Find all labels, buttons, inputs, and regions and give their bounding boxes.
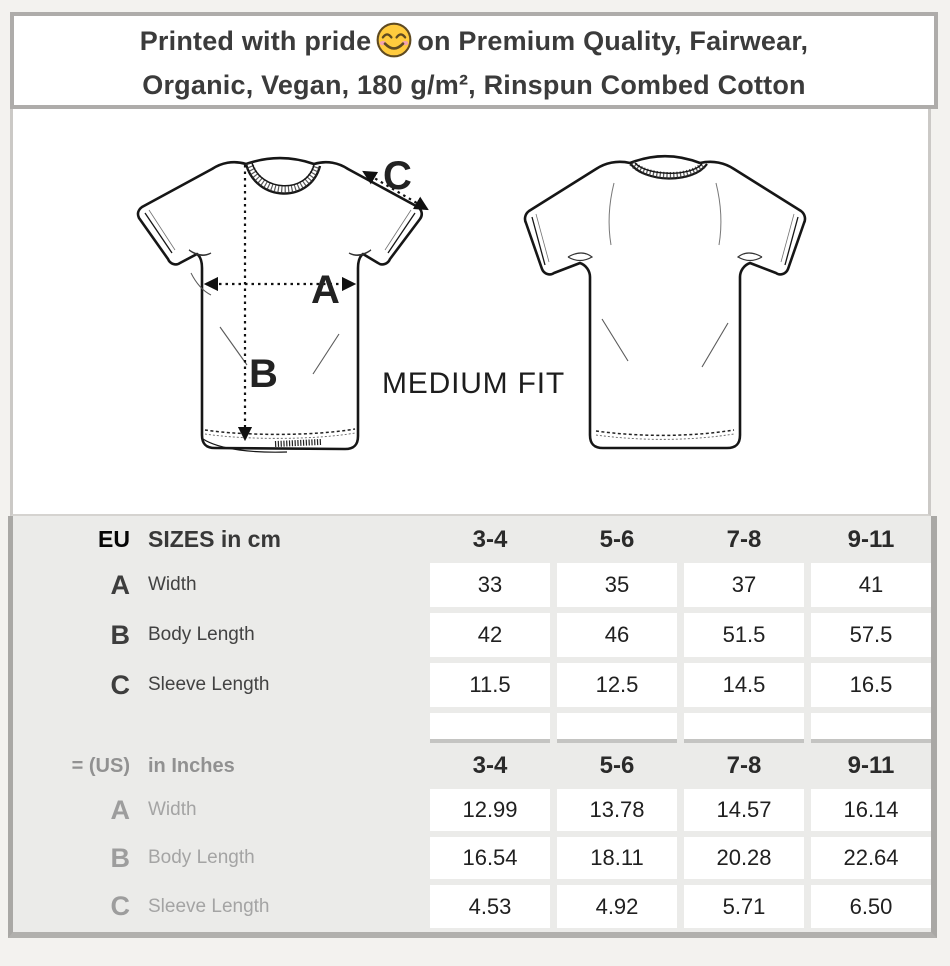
table-header-row — [13, 743, 931, 789]
size-value-cell: 41 — [811, 563, 931, 607]
front-shirt-outline — [138, 158, 422, 449]
region-label: EU — [98, 526, 130, 552]
row-key: C — [110, 891, 130, 921]
size-value-cell: 42 — [430, 613, 550, 657]
size-value-cell: 16.14 — [811, 789, 931, 831]
size-value-cell: 5.71 — [684, 885, 804, 928]
table-row-width — [13, 789, 931, 831]
row-label: Width — [148, 799, 197, 820]
size-value-cell: 14.57 — [684, 789, 804, 831]
table-row-sleeve-length — [13, 885, 931, 928]
tshirt-diagram-panel — [10, 109, 931, 516]
size-value-cell: 20.28 — [684, 837, 804, 879]
header-text-after-emoji: on Premium Quality, Fairwear, — [417, 26, 809, 56]
size-value-cell: 4.92 — [557, 885, 677, 928]
row-label: Body Length — [148, 624, 255, 645]
size-value-cell: 4.53 — [430, 885, 550, 928]
size-value-cell: 16.5 — [811, 663, 931, 707]
empty-cell — [557, 713, 677, 743]
row-key: C — [110, 669, 130, 700]
unit-label: in Inches — [148, 754, 235, 777]
back-shirt-drawing — [510, 151, 820, 463]
table-row-body-length — [13, 837, 931, 879]
empty-cell — [811, 713, 931, 743]
size-column-header: 5-6 — [599, 752, 635, 779]
size-column-header: 5-6 — [599, 525, 635, 553]
smiling-face-emoji-icon — [375, 21, 413, 59]
size-value-cell: 6.50 — [811, 885, 931, 928]
size-value-cell: 35 — [557, 563, 677, 607]
table-row-width — [13, 563, 931, 607]
fit-style-label: MEDIUM FIT — [382, 367, 565, 400]
row-key: B — [110, 842, 130, 873]
header-text-before-emoji: Printed with pride — [139, 26, 372, 56]
header-line-1 — [14, 19, 934, 63]
empty-cell — [430, 713, 550, 743]
size-value-cell: 11.5 — [430, 663, 550, 707]
row-label: Body Length — [148, 847, 255, 868]
measure-label-a: A — [311, 268, 340, 312]
size-value-cell: 37 — [684, 563, 804, 607]
row-key: A — [110, 794, 130, 825]
size-value-cell: 51.5 — [684, 613, 804, 657]
row-key: A — [110, 569, 130, 600]
size-value-cell: 13.78 — [557, 789, 677, 831]
size-column-header: 9-11 — [847, 525, 895, 553]
emoji-face — [378, 24, 411, 57]
empty-cell — [684, 713, 804, 743]
row-key: B — [110, 619, 130, 650]
measure-label-c: C — [383, 154, 412, 198]
size-value-cell: 12.5 — [557, 663, 677, 707]
front-shirt-drawing — [125, 149, 435, 461]
back-shirt-outline — [525, 156, 805, 448]
size-value-cell: 18.11 — [557, 837, 677, 879]
size-table-us-inches — [13, 743, 931, 928]
size-column-header: 7-8 — [726, 525, 762, 553]
row-label: Sleeve Length — [148, 895, 270, 917]
row-label: Sleeve Length — [148, 674, 270, 695]
size-table-eu-cm — [13, 516, 931, 743]
unit-label: SIZES in cm — [148, 526, 281, 552]
size-value-cell: 16.54 — [430, 837, 550, 879]
size-value-cell: 46 — [557, 613, 677, 657]
header-line-2: Organic, Vegan, 180 g/m², Rinspun Combed Cotton — [142, 70, 806, 100]
size-value-cell: 12.99 — [430, 789, 550, 831]
region-label: = (US) — [71, 754, 130, 777]
table-row-body-length — [13, 613, 931, 657]
header-banner — [10, 12, 938, 109]
row-label: Width — [148, 574, 197, 595]
size-value-cell: 22.64 — [811, 837, 931, 879]
size-column-header: 7-8 — [726, 752, 762, 779]
size-column-header: 9-11 — [847, 752, 895, 779]
table-header-row — [13, 516, 931, 563]
table-spacer-row — [13, 713, 931, 743]
size-column-header: 3-4 — [472, 752, 508, 779]
size-value-cell: 57.5 — [811, 613, 931, 657]
table-row-sleeve-length — [13, 663, 931, 707]
size-value-cell: 33 — [430, 563, 550, 607]
measure-label-b: B — [249, 352, 278, 396]
size-value-cell: 14.5 — [684, 663, 804, 707]
size-column-header: 3-4 — [472, 525, 508, 553]
size-chart-panel — [8, 516, 937, 938]
